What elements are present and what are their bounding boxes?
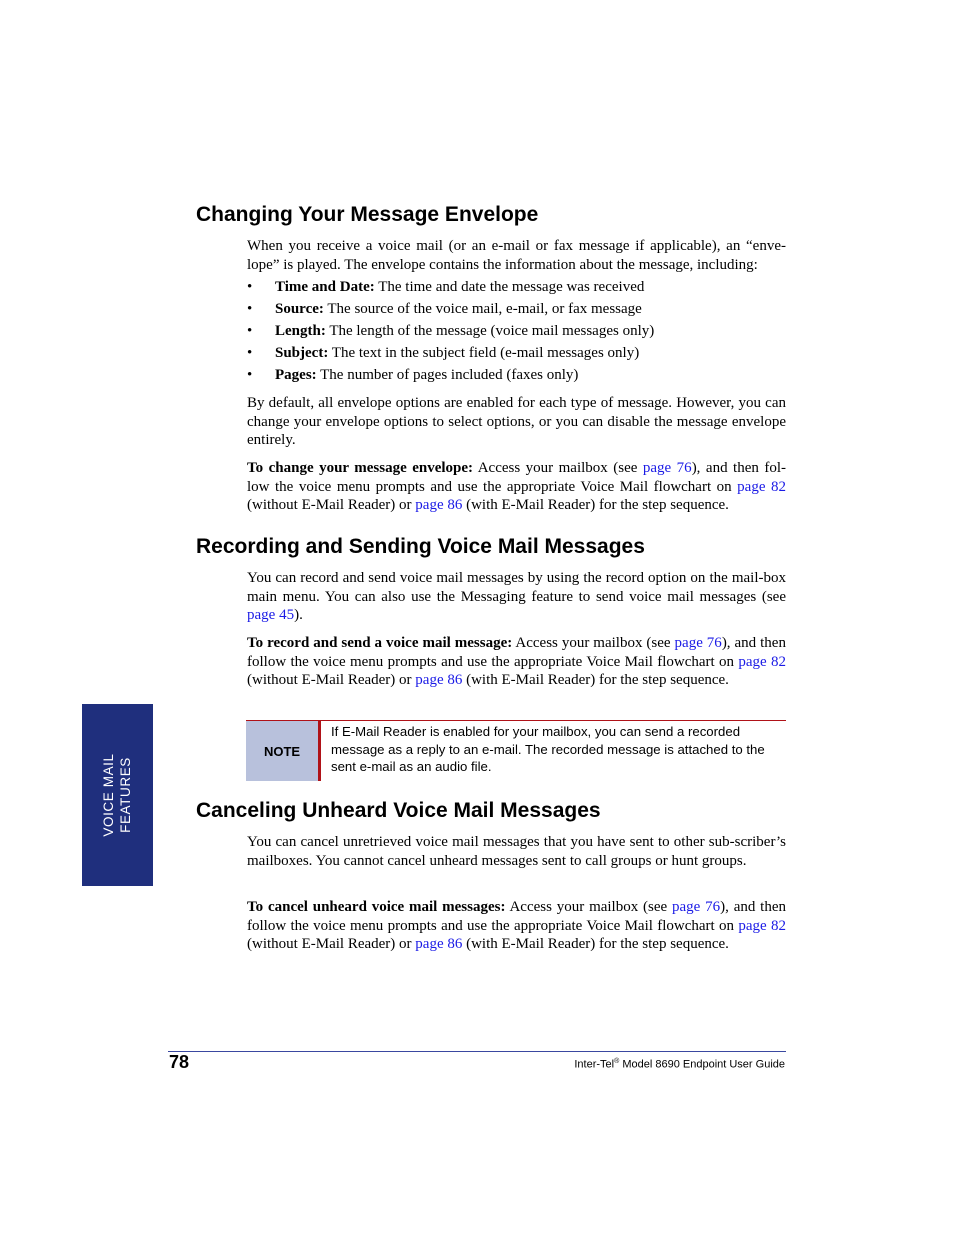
bullet-icon: • [247, 301, 253, 317]
procedure-lead: To cancel unheard voice mail messages: [247, 899, 506, 915]
procedure-text: Access your mailbox (see [512, 635, 675, 651]
page-76-link[interactable]: page 76 [642, 460, 692, 476]
list-item [247, 300, 786, 322]
procedure-text: (with E-Mail Reader) for the step sequence. [462, 672, 729, 689]
chapter-side-tab [82, 704, 153, 886]
envelope-options-paragraph: By default, all envelope options are enabled for each type of message. However, you can change your envelope options to select options, or you can disable the message envelope entirely. [247, 395, 786, 449]
record-send-procedure [247, 634, 786, 690]
list-item-term: Length: [275, 323, 326, 339]
section-heading-changing-envelope: Changing Your Message Envelope [196, 203, 539, 226]
page-45-link[interactable]: page 45 [247, 607, 295, 624]
procedure-text: (without E-Mail Reader) or [247, 497, 416, 514]
list-item-term: Pages: [275, 367, 317, 383]
procedure-text: ), and then fol-low the voice menu prompts and use the appropriate Voice Mail flowchart on [247, 460, 786, 495]
footer-rule [168, 1051, 786, 1052]
bullet-icon: • [247, 367, 253, 383]
procedure-text: ), and then follow the voice menu prompts and use the appropriate Voice Mail flowchart on [247, 635, 786, 670]
section-heading-recording-sending: Recording and Sending Voice Mail Messages [196, 535, 645, 558]
list-item [247, 366, 786, 388]
procedure-text: Access your mailbox (see [505, 899, 672, 915]
side-tab-line-1: VOICE MAIL [101, 753, 116, 837]
procedure-text: (without E-Mail Reader) or [247, 936, 416, 953]
procedure-lead: To change your message envelope: [247, 460, 474, 476]
list-item-text: The text in the subject field (e-mail messages only) [328, 345, 640, 361]
list-item-text: The number of pages included (faxes only) [316, 367, 579, 383]
page-82-link[interactable]: page 82 [738, 653, 786, 670]
procedure-text: ), and then follow the voice menu prompts and use the appropriate Voice Mail flowchart on [247, 899, 786, 934]
page-86-link[interactable]: page 86 [415, 936, 463, 953]
page-number: 78 [169, 1052, 190, 1072]
footer-title-suffix: Model 8690 Endpoint User Guide [619, 1058, 785, 1071]
note-box [246, 720, 786, 782]
footer-title-prefix: Inter-Tel [574, 1058, 615, 1071]
page-82-link[interactable]: page 82 [737, 478, 786, 495]
chapter-side-tab-label [100, 753, 134, 836]
section-heading-canceling-unheard: Canceling Unheard Voice Mail Messages [196, 799, 601, 822]
change-envelope-procedure [247, 459, 786, 515]
procedure-text: Access your mailbox (see [473, 460, 643, 476]
recording-intro-paragraph [247, 569, 786, 625]
procedure-lead: To record and send a voice mail message: [247, 635, 513, 651]
list-item [247, 344, 786, 366]
list-item [247, 278, 786, 300]
paragraph-text: You can record and send voice mail messages by using the record option on the mail-box main menu. You can also use the Messaging feature to send voice mail messages (see [247, 570, 786, 605]
procedure-text: (without E-Mail Reader) or [247, 672, 416, 689]
procedure-text: (with E-Mail Reader) for the step sequence. [462, 497, 729, 514]
note-text: If E-Mail Reader is enabled for your mailbox, you can send a recorded message as a reply to an e-mail. The recorded message is attached to the sent e-mail as an audio file. [331, 724, 765, 774]
paragraph-text: ). [294, 607, 303, 624]
list-item-text: The time and date the message was received [374, 279, 645, 295]
page-86-link[interactable]: page 86 [415, 497, 463, 514]
page-82-link[interactable]: page 82 [738, 917, 786, 934]
list-item-text: The source of the voice mail, e-mail, or fax message [323, 301, 642, 317]
list-item [247, 322, 786, 344]
page-76-link[interactable]: page 76 [672, 899, 721, 915]
list-item-term: Subject: [275, 345, 329, 361]
footer-document-title [574, 1058, 785, 1071]
list-item-text: The length of the message (voice mail messages only) [325, 323, 655, 339]
envelope-intro-paragraph: When you receive a voice mail (or an e-mail or fax message if applicable), an “enve-lope” is played. The envelope contains the information about the message, including: [247, 238, 786, 273]
list-item-term: Source: [275, 301, 324, 317]
bullet-icon: • [247, 345, 253, 361]
procedure-text: (with E-Mail Reader) for the step sequence. [462, 936, 729, 953]
list-item-term: Time and Date: [275, 279, 375, 295]
envelope-info-list [247, 278, 786, 388]
cancel-unheard-procedure [247, 898, 786, 954]
note-label: NOTE [246, 721, 318, 781]
page-76-link[interactable]: page 76 [674, 635, 722, 651]
bullet-icon: • [247, 323, 253, 339]
bullet-icon: • [247, 279, 253, 295]
side-tab-line-2: FEATURES [118, 757, 133, 833]
registered-mark: ® [614, 1058, 620, 1065]
page-86-link[interactable]: page 86 [415, 672, 463, 689]
note-accent-bar [318, 721, 321, 781]
canceling-intro-paragraph: You can cancel unretrieved voice mail messages that you have sent to other sub-scriber’s mailboxes. You cannot cancel unheard messages sent to call groups or hunt groups. [247, 834, 786, 869]
